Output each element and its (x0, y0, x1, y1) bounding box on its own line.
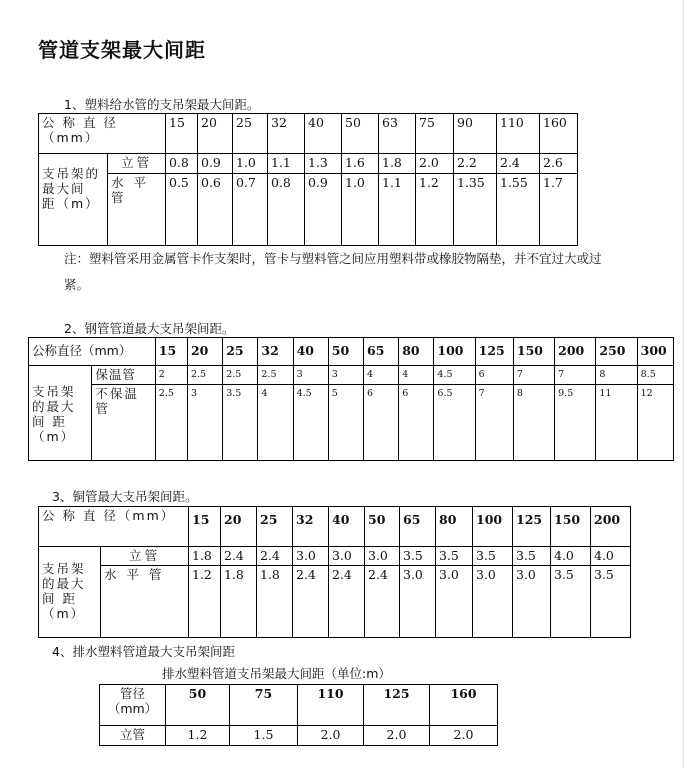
section1-horizontal-cell: 0.6 (198, 174, 233, 246)
section2-insulated-row (29, 366, 674, 385)
section3-header-row (39, 507, 631, 547)
section1-horizontal-cell: 1.2 (416, 174, 454, 246)
section3-table (38, 506, 631, 638)
section3-vertical-cell: 3.0 (365, 547, 400, 566)
section1-horizontal-cell: 1.1 (379, 174, 416, 246)
section2-uninsulated-cell: 11 (596, 385, 637, 461)
section2-insulated-cell: 4 (364, 366, 399, 385)
section2-uninsulated-label: 不保温管 (92, 385, 155, 461)
section3-dn-cell: 80 (436, 507, 473, 547)
section3-horizontal-cell: 3.0 (473, 566, 513, 638)
section2-dn-cell: 40 (293, 338, 328, 366)
section1-vertical-cell: 0.8 (166, 154, 198, 174)
section2-uninsulated-cell: 8 (513, 385, 554, 461)
section1-dn-cell: 40 (305, 114, 342, 154)
section2-dn-cell: 250 (596, 338, 637, 366)
section2-dn-cell: 15 (155, 338, 187, 366)
section2-uninsulated-cell: 12 (637, 385, 673, 461)
section3-dn-cell: 15 (189, 507, 221, 547)
section2-header-row (29, 338, 674, 366)
section2-dn-cell: 150 (513, 338, 554, 366)
section2-uninsulated-cell: 7 (475, 385, 513, 461)
section3-horizontal-cell: 1.2 (189, 566, 221, 638)
section1-dn-cell: 160 (540, 114, 578, 154)
section2-dn-cell: 80 (399, 338, 434, 366)
section4-vertical-cell: 2.0 (430, 726, 498, 746)
section2-insulated-cell: 8 (596, 366, 637, 385)
section4-header-row (100, 685, 498, 726)
section3-vertical-cell: 2.4 (257, 547, 293, 566)
section3-dn-label: 公 称 直 径（mm） (39, 507, 189, 547)
section3-horizontal-cell: 3.0 (436, 566, 473, 638)
section1-vertical-cell: 1.8 (379, 154, 416, 174)
section1-dn-cell: 50 (342, 114, 379, 154)
section1-dn-cell: 110 (497, 114, 540, 154)
section2-insulated-cell: 4.5 (434, 366, 475, 385)
section2-dn-cell: 20 (187, 338, 222, 366)
section3-dn-cell: 40 (329, 507, 365, 547)
section2-dn-label: 公称直径（mm） (29, 338, 156, 366)
section3-heading: 3、铜管最大支吊架间距。 (52, 489, 198, 504)
section3-vertical-row (39, 547, 631, 566)
section3-horizontal-cell: 2.4 (329, 566, 365, 638)
section2-table (28, 337, 674, 461)
section2-dn-cell: 100 (434, 338, 475, 366)
section2-dn-cell: 25 (223, 338, 258, 366)
section4-dn-cell: 50 (166, 685, 230, 726)
section3-horizontal-cell: 1.8 (221, 566, 257, 638)
section2-uninsulated-cell: 3 (187, 385, 222, 461)
section3-vertical-cell: 3.5 (513, 547, 551, 566)
section2-heading: 2、钢管管道最大支吊架间距。 (64, 321, 235, 336)
section2-insulated-cell: 8.5 (637, 366, 673, 385)
section2-dn-cell: 300 (637, 338, 673, 366)
section1-vertical-cell: 2.0 (416, 154, 454, 174)
section4-table (99, 684, 498, 746)
section4-dn-cell: 125 (364, 685, 430, 726)
section2-insulated-cell: 2.5 (223, 366, 258, 385)
section1-horizontal-cell: 1.7 (540, 174, 578, 246)
section3-horizontal-cell: 2.4 (293, 566, 329, 638)
section4-row-label: 立管 (100, 726, 166, 746)
section1-header-row (39, 114, 578, 154)
section1-vertical-cell: 1.0 (233, 154, 268, 174)
section3-vertical-cell: 3.0 (293, 547, 329, 566)
section3-dn-cell: 50 (365, 507, 400, 547)
section2-insulated-cell: 3 (328, 366, 363, 385)
section1-dn-cell: 63 (379, 114, 416, 154)
section2-dn-cell: 65 (364, 338, 399, 366)
section1-vertical-cell: 2.6 (540, 154, 578, 174)
section3-vertical-cell: 2.4 (221, 547, 257, 566)
section3-horizontal-cell: 3.0 (400, 566, 436, 638)
section3-dn-cell: 32 (293, 507, 329, 547)
section3-dn-cell: 25 (257, 507, 293, 547)
section1-vertical-row (39, 154, 578, 174)
section2-uninsulated-cell: 6 (364, 385, 399, 461)
section1-horizontal-cell: 0.9 (305, 174, 342, 246)
section2-dn-cell: 32 (258, 338, 293, 366)
section3-horizontal-row (39, 566, 631, 638)
section1-horizontal-row (39, 174, 578, 246)
section2-dn-cell: 200 (555, 338, 596, 366)
section2-insulated-cell: 3 (293, 366, 328, 385)
section4-vertical-cell: 1.5 (230, 726, 298, 746)
section1-row-label: 支吊架的最大间 距（m） (39, 154, 108, 246)
section4-dn-cell: 110 (298, 685, 364, 726)
section3-dn-cell: 65 (400, 507, 436, 547)
section1-horizontal-cell: 1.55 (497, 174, 540, 246)
section2-uninsulated-cell: 9.5 (555, 385, 596, 461)
section1-horizontal-cell: 0.7 (233, 174, 268, 246)
section3-horizontal-cell: 2.4 (365, 566, 400, 638)
section1-dn-cell: 75 (416, 114, 454, 154)
section1-vertical-cell: 0.9 (198, 154, 233, 174)
section2-insulated-cell: 7 (513, 366, 554, 385)
section1-dn-cell: 32 (268, 114, 305, 154)
section1-horizontal-cell: 0.5 (166, 174, 198, 246)
section3-vertical-cell: 4.0 (591, 547, 631, 566)
section3-row-label: 支吊架的最大间 距（m） (39, 547, 101, 638)
section3-dn-cell: 100 (473, 507, 513, 547)
section1-vertical-cell: 1.3 (305, 154, 342, 174)
section1-table (38, 113, 578, 246)
section2-dn-cell: 125 (475, 338, 513, 366)
section2-row-label: 支吊架的最大间 距（m） (29, 366, 92, 461)
section3-vertical-cell: 3.5 (436, 547, 473, 566)
section1-horizontal-cell: 1.35 (454, 174, 497, 246)
section1-vertical-cell: 2.4 (497, 154, 540, 174)
section2-insulated-cell: 4 (399, 366, 434, 385)
section1-vertical-cell: 1.1 (268, 154, 305, 174)
section2-uninsulated-cell: 4 (258, 385, 293, 461)
section1-dn-label: 公 称 直 径（mm） (39, 114, 166, 154)
section4-caption: 排水塑料管道支吊架最大间距（单位:m） (162, 666, 391, 681)
section4-vertical-cell: 1.2 (166, 726, 230, 746)
section3-dn-cell: 125 (513, 507, 551, 547)
section4-dn-label: 管径（mm） (100, 685, 166, 726)
section3-dn-cell: 200 (591, 507, 631, 547)
section3-horizontal-cell: 1.8 (257, 566, 293, 638)
section2-insulated-cell: 2 (155, 366, 187, 385)
section4-dn-cell: 75 (230, 685, 298, 726)
section1-vertical-label: 立管 (108, 154, 166, 174)
section1-dn-cell: 25 (233, 114, 268, 154)
section1-dn-cell: 20 (198, 114, 233, 154)
section2-insulated-cell: 2.5 (187, 366, 222, 385)
section2-uninsulated-cell: 6.5 (434, 385, 475, 461)
section3-vertical-cell: 3.0 (329, 547, 365, 566)
section3-horizontal-cell: 3.0 (513, 566, 551, 638)
section3-vertical-label: 立管 (101, 547, 189, 566)
section2-uninsulated-cell: 4.5 (293, 385, 328, 461)
section2-uninsulated-row (29, 385, 674, 461)
section3-dn-cell: 20 (221, 507, 257, 547)
section1-horizontal-cell: 1.0 (342, 174, 379, 246)
section3-vertical-cell: 1.8 (189, 547, 221, 566)
section1-dn-cell: 90 (454, 114, 497, 154)
section2-insulated-cell: 6 (475, 366, 513, 385)
section4-dn-cell: 160 (430, 685, 498, 726)
section1-dn-cell: 15 (166, 114, 198, 154)
section1-horizontal-label: 水 平 管 (108, 174, 166, 246)
section2-insulated-cell: 7 (555, 366, 596, 385)
section4-vertical-row (100, 726, 498, 746)
section2-insulated-cell: 2.5 (258, 366, 293, 385)
section2-uninsulated-cell: 3.5 (223, 385, 258, 461)
section3-vertical-cell: 3.5 (400, 547, 436, 566)
section4-vertical-cell: 2.0 (364, 726, 430, 746)
section2-uninsulated-cell: 2.5 (155, 385, 187, 461)
section1-vertical-cell: 1.6 (342, 154, 379, 174)
section3-vertical-cell: 4.0 (551, 547, 591, 566)
section4-heading: 4、排水塑料管道最大支吊架间距 (52, 644, 235, 659)
section2-dn-cell: 50 (328, 338, 363, 366)
section2-uninsulated-cell: 5 (328, 385, 363, 461)
section4-vertical-cell: 2.0 (298, 726, 364, 746)
section3-horizontal-label: 水 平 管 (101, 566, 189, 638)
section3-horizontal-cell: 3.5 (591, 566, 631, 638)
page-title: 管道支架最大间距 (38, 38, 206, 62)
section1-horizontal-cell: 0.8 (268, 174, 305, 246)
section2-insulated-label: 保温管 (92, 366, 155, 385)
section3-horizontal-cell: 3.5 (551, 566, 591, 638)
section3-vertical-cell: 3.5 (473, 547, 513, 566)
section1-heading: 1、塑料给水管的支吊架最大间距。 (64, 97, 260, 112)
section1-vertical-cell: 2.2 (454, 154, 497, 174)
section3-dn-cell: 150 (551, 507, 591, 547)
section1-note: 注：塑料管采用金属管卡作支架时，管卡与塑料管之间应用塑料带或橡胶物隔垫，并不宜过大或过紧。 (64, 251, 602, 292)
section2-uninsulated-cell: 6 (399, 385, 434, 461)
